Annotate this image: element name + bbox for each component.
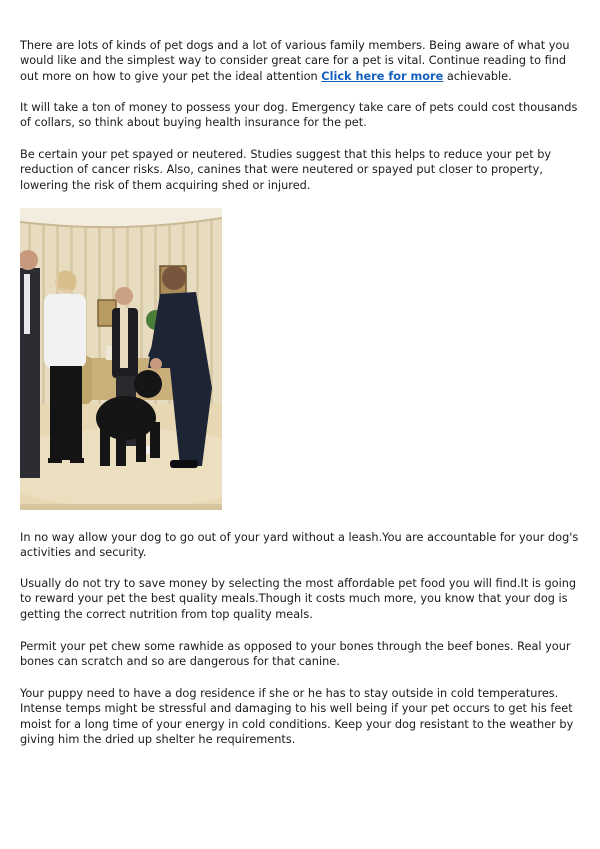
paragraph-intro-end: achievable. [443, 69, 512, 83]
paragraph-rawhide: Permit your pet chew some rawhide as opposed to your bones through the beef bones. Real your bones can scratch and so are dangerous for that canine. [20, 640, 571, 669]
paragraph-food: Usually do not try to save money by selecting the most affordable pet food you will find.It is going to reward your pet the best quality meals.Though it costs much more, you know that your dog is getting the correct nutrition from top quality meals. [20, 577, 577, 621]
article-photo [20, 208, 222, 510]
click-here-link[interactable]: Click here for more [321, 69, 444, 83]
paragraph-shelter: Your puppy need to have a dog residence if she or he has to stay outside in cold temperatures. Intense temps might be stressful and damaging to his well being if your pet occurs to get his feet moist for a long time of your energy in cold conditions. Keep your dog resistant to the weather by giving him the dried up shelter he requirements. [20, 687, 574, 747]
paragraph-leash: In no way allow your dog to go out of your yard without a leash.You are accountable for your dog's activities and security. [20, 531, 579, 560]
paragraph-intro-text: There are lots of kinds of pet dogs and a lot of various family members. Being aware of what you would like and the simplest way to consider great care for a pet is vital. Continue reading to find out more on how to give your pet the ideal attention [20, 39, 570, 83]
paragraph-cost: It will take a ton of money to possess your dog. Emergency take care of pets could cost thousands of collars, so think about buying health insurance for the pet. [20, 101, 578, 130]
paragraph-spay: Be certain your pet spayed or neutered. Studies suggest that this helps to reduce your pet by reduction of cancer risks. Also, canines that were neutered or spayed put closer to property, lowering the risk of them acquiring shed or injured. [20, 148, 552, 192]
paragraph-intro [20, 38, 582, 84]
photo-illustration [20, 208, 222, 510]
